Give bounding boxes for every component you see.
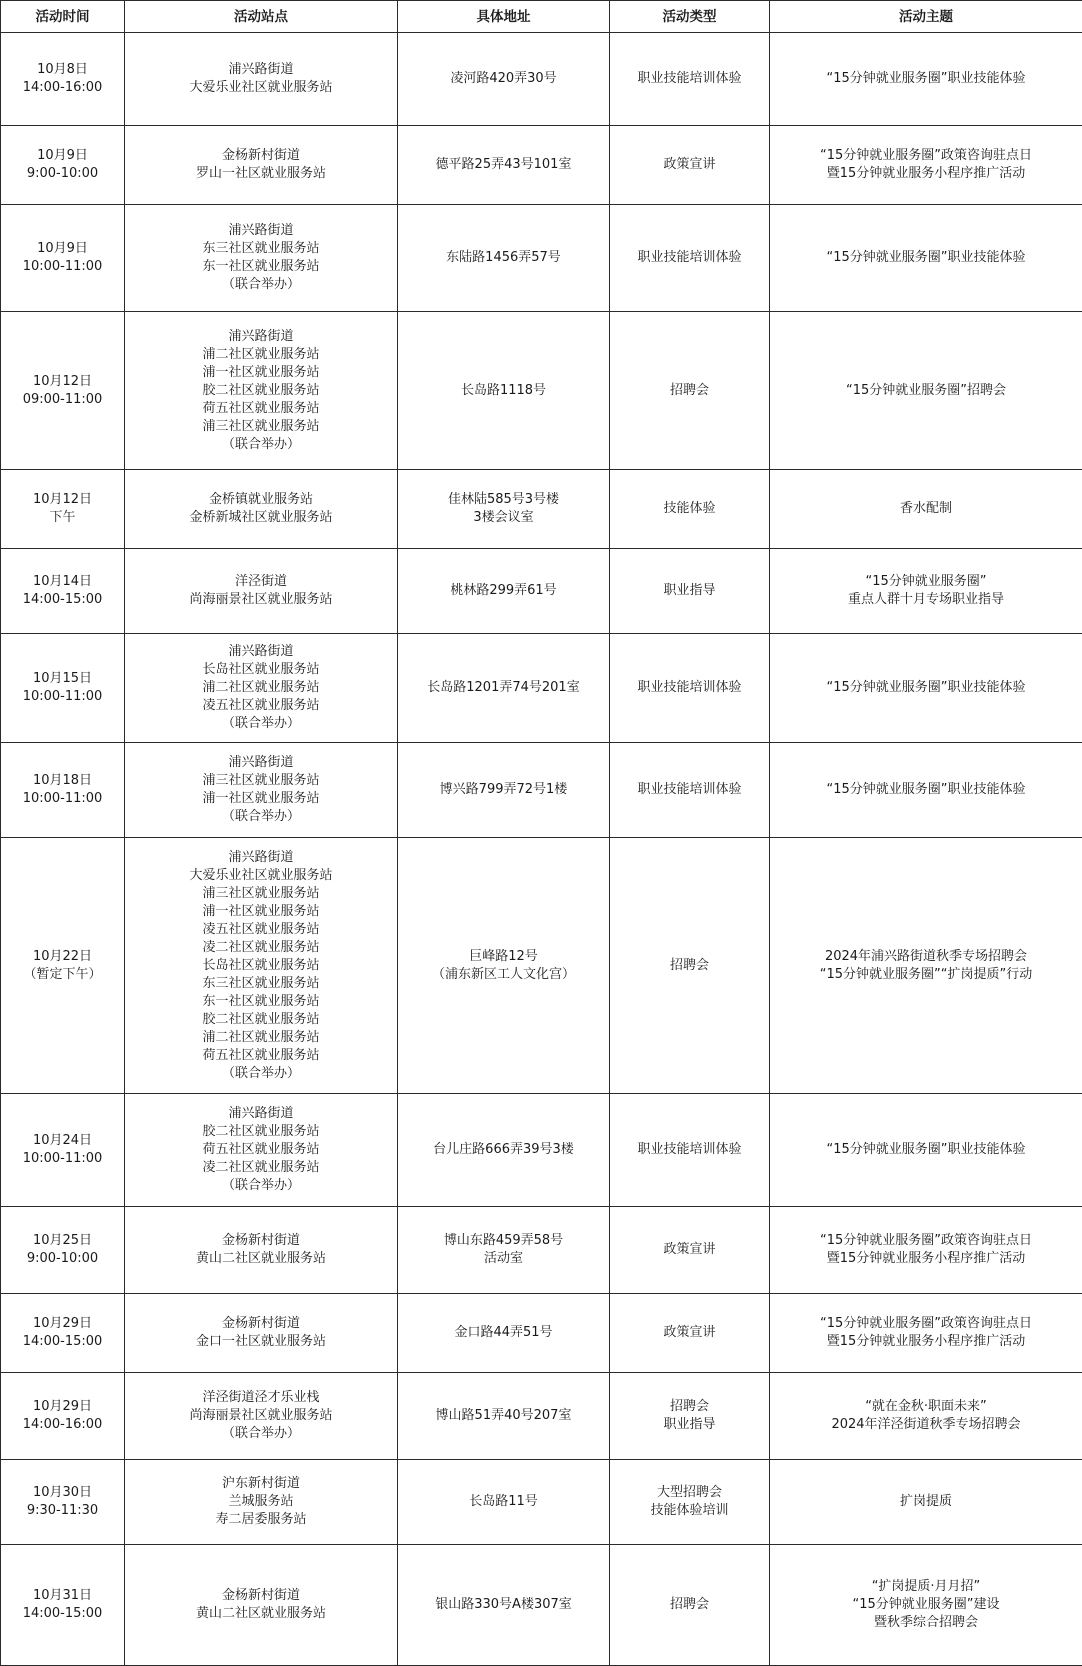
site-cell-line: 凌二社区就业服务站 (129, 939, 393, 957)
address-cell-line: 凌河路420弄30号 (402, 70, 605, 88)
site-cell-line: 金杨新村街道 (129, 147, 393, 165)
time-cell-line: 10月25日 (5, 1232, 120, 1250)
header-theme: 活动主题 (770, 1, 1082, 33)
theme-cell-line: “15分钟就业服务圈” (774, 573, 1078, 591)
type-cell-line: 招聘会 (614, 382, 765, 400)
theme-cell-line: “15分钟就业服务圈”职业技能体验 (774, 781, 1078, 799)
time-cell (1, 1294, 125, 1373)
site-cell (125, 1294, 398, 1373)
theme-cell-line: “15分钟就业服务圈”政策咨询驻点日 (774, 147, 1078, 165)
site-cell-line: 长岛社区就业服务站 (129, 957, 393, 975)
site-cell-line: 金桥镇就业服务站 (129, 491, 393, 509)
time-cell-line: 10月22日 (5, 948, 120, 966)
time-cell-line: 14:00-16:00 (5, 1416, 120, 1434)
theme-cell (770, 1373, 1082, 1460)
header-time: 活动时间 (1, 1, 125, 33)
site-cell-line: 金杨新村街道 (129, 1315, 393, 1333)
site-cell-line: 荷五社区就业服务站 (129, 1047, 393, 1065)
site-cell-line: 浦三社区就业服务站 (129, 772, 393, 790)
address-cell-line: 德平路25弄43号101室 (402, 156, 605, 174)
address-cell (398, 743, 610, 838)
theme-cell-line: “15分钟就业服务圈”政策咨询驻点日 (774, 1232, 1078, 1250)
theme-cell (770, 1094, 1082, 1207)
type-cell-line: 政策宣讲 (614, 1241, 765, 1259)
site-cell (125, 1094, 398, 1207)
time-cell-line: 14:00-15:00 (5, 591, 120, 609)
theme-cell-line: 扩岗提质 (774, 1493, 1078, 1511)
site-cell-line: 浦兴路街道 (129, 643, 393, 661)
address-cell (398, 312, 610, 470)
address-cell (398, 838, 610, 1094)
theme-cell-line: 暨15分钟就业服务小程序推广活动 (774, 165, 1078, 183)
type-cell-line: 政策宣讲 (614, 156, 765, 174)
header-site: 活动站点 (125, 1, 398, 33)
theme-cell-line: “15分钟就业服务圈”职业技能体验 (774, 70, 1078, 88)
site-cell-line: 荷五社区就业服务站 (129, 400, 393, 418)
type-cell (610, 743, 770, 838)
theme-cell (770, 743, 1082, 838)
site-cell-line: 胶二社区就业服务站 (129, 1123, 393, 1141)
site-cell-line: 寿二居委服务站 (129, 1511, 393, 1529)
type-cell-line: 大型招聘会 (614, 1484, 765, 1502)
theme-cell (770, 312, 1082, 470)
site-cell (125, 1373, 398, 1460)
theme-cell-line: “15分钟就业服务圈”政策咨询驻点日 (774, 1315, 1078, 1333)
site-cell (125, 1460, 398, 1545)
site-cell (125, 470, 398, 549)
theme-cell (770, 1294, 1082, 1373)
time-cell (1, 634, 125, 743)
time-cell (1, 1545, 125, 1666)
table-row (1, 549, 1082, 634)
theme-cell-line: “扩岗提质·月月招” (774, 1578, 1078, 1596)
address-cell-line: （浦东新区工人文化宫） (402, 966, 605, 984)
address-cell-line: 佳林陆585号3号楼 (402, 491, 605, 509)
address-cell (398, 205, 610, 312)
address-cell (398, 126, 610, 205)
site-cell-line: 胶二社区就业服务站 (129, 1011, 393, 1029)
theme-cell (770, 1460, 1082, 1545)
table-row (1, 1545, 1082, 1666)
site-cell-line: 尚海丽景社区就业服务站 (129, 1407, 393, 1425)
site-cell-line: 浦一社区就业服务站 (129, 903, 393, 921)
time-cell-line: 9:00-10:00 (5, 165, 120, 183)
time-cell-line: 10月29日 (5, 1315, 120, 1333)
address-cell (398, 1094, 610, 1207)
time-cell-line: 10月12日 (5, 373, 120, 391)
time-cell (1, 549, 125, 634)
type-cell-line: 招聘会 (614, 1398, 765, 1416)
site-cell-line: （联合举办） (129, 715, 393, 733)
theme-cell (770, 1545, 1082, 1666)
theme-cell-line: 2024年洋泾街道秋季专场招聘会 (774, 1416, 1078, 1434)
site-cell-line: 长岛社区就业服务站 (129, 661, 393, 679)
site-cell-line: 浦兴路街道 (129, 61, 393, 79)
time-cell-line: 10月9日 (5, 240, 120, 258)
header-type: 活动类型 (610, 1, 770, 33)
address-cell-line: 东陆路1456弄57号 (402, 249, 605, 267)
theme-cell-line: 暨15分钟就业服务小程序推广活动 (774, 1250, 1078, 1268)
type-cell-line: 政策宣讲 (614, 1324, 765, 1342)
site-cell-line: （联合举办） (129, 1177, 393, 1195)
site-cell-line: （联合举办） (129, 276, 393, 294)
table-row (1, 838, 1082, 1094)
table-row (1, 1373, 1082, 1460)
type-cell (610, 470, 770, 549)
time-cell-line: 10月30日 (5, 1484, 120, 1502)
time-cell (1, 1207, 125, 1294)
site-cell-line: 东三社区就业服务站 (129, 975, 393, 993)
theme-cell (770, 33, 1082, 126)
site-cell-line: 凌二社区就业服务站 (129, 1159, 393, 1177)
site-cell-line: 兰城服务站 (129, 1493, 393, 1511)
site-cell-line: 洋泾街道 (129, 573, 393, 591)
site-cell (125, 126, 398, 205)
address-cell-line: 博山路51弄40号207室 (402, 1407, 605, 1425)
theme-cell-line: “15分钟就业服务圈”职业技能体验 (774, 1141, 1078, 1159)
header-row (1, 1, 1082, 33)
type-cell (610, 312, 770, 470)
site-cell-line: 金杨新村街道 (129, 1232, 393, 1250)
time-cell-line: 10:00-11:00 (5, 1150, 120, 1168)
type-cell-line: 职业技能培训体验 (614, 249, 765, 267)
time-cell (1, 312, 125, 470)
theme-cell (770, 126, 1082, 205)
site-cell-line: 凌五社区就业服务站 (129, 921, 393, 939)
time-cell-line: 10:00-11:00 (5, 688, 120, 706)
type-cell (610, 1545, 770, 1666)
site-cell-line: 浦兴路街道 (129, 754, 393, 772)
type-cell (610, 1294, 770, 1373)
time-cell (1, 33, 125, 126)
time-cell-line: 10月18日 (5, 772, 120, 790)
site-cell-line: 荷五社区就业服务站 (129, 1141, 393, 1159)
time-cell (1, 470, 125, 549)
time-cell (1, 1460, 125, 1545)
theme-cell-line: 暨15分钟就业服务小程序推广活动 (774, 1333, 1078, 1351)
time-cell-line: 10月24日 (5, 1132, 120, 1150)
site-cell-line: 浦兴路街道 (129, 328, 393, 346)
address-cell-line: 银山路330号A楼307室 (402, 1596, 605, 1614)
site-cell-line: 凌五社区就业服务站 (129, 697, 393, 715)
table-row (1, 126, 1082, 205)
site-cell (125, 634, 398, 743)
type-cell-line: 技能体验 (614, 500, 765, 518)
type-cell (610, 1207, 770, 1294)
time-cell-line: 10月12日 (5, 491, 120, 509)
address-cell-line: 博山东路459弄58号 (402, 1232, 605, 1250)
site-cell-line: 浦三社区就业服务站 (129, 885, 393, 903)
table-row (1, 743, 1082, 838)
site-cell-line: （联合举办） (129, 808, 393, 826)
theme-cell (770, 549, 1082, 634)
address-cell (398, 1207, 610, 1294)
site-cell-line: （联合举办） (129, 436, 393, 454)
time-cell (1, 1094, 125, 1207)
theme-cell-line: 重点人群十月专场职业指导 (774, 591, 1078, 609)
type-cell (610, 1094, 770, 1207)
time-cell-line: 10:00-11:00 (5, 258, 120, 276)
type-cell-line: 职业指导 (614, 1416, 765, 1434)
address-cell (398, 1373, 610, 1460)
address-cell-line: 活动室 (402, 1250, 605, 1268)
site-cell (125, 743, 398, 838)
type-cell-line: 招聘会 (614, 957, 765, 975)
type-cell-line: 职业技能培训体验 (614, 781, 765, 799)
table-body (1, 33, 1082, 1666)
type-cell-line: 职业技能培训体验 (614, 70, 765, 88)
site-cell-line: 沪东新村街道 (129, 1475, 393, 1493)
type-cell (610, 33, 770, 126)
table-row (1, 1460, 1082, 1545)
time-cell-line: 10:00-11:00 (5, 790, 120, 808)
time-cell-line: 09:00-11:00 (5, 391, 120, 409)
address-cell-line: 博兴路799弄72号1楼 (402, 781, 605, 799)
table-row (1, 1294, 1082, 1373)
theme-cell-line: “就在金秋·职面未来” (774, 1398, 1078, 1416)
time-cell-line: 14:00-15:00 (5, 1333, 120, 1351)
time-cell (1, 126, 125, 205)
table-row (1, 1094, 1082, 1207)
type-cell-line: 职业技能培训体验 (614, 679, 765, 697)
theme-cell (770, 470, 1082, 549)
address-cell (398, 634, 610, 743)
site-cell-line: 浦兴路街道 (129, 1105, 393, 1123)
table-row (1, 470, 1082, 549)
site-cell-line: 浦一社区就业服务站 (129, 364, 393, 382)
site-cell-line: 浦二社区就业服务站 (129, 346, 393, 364)
site-cell-line: 大爱乐业社区就业服务站 (129, 867, 393, 885)
theme-cell (770, 634, 1082, 743)
time-cell (1, 743, 125, 838)
site-cell-line: 金桥新城社区就业服务站 (129, 509, 393, 527)
site-cell-line: 罗山一社区就业服务站 (129, 165, 393, 183)
address-cell-line: 巨峰路12号 (402, 948, 605, 966)
type-cell (610, 838, 770, 1094)
table-row (1, 312, 1082, 470)
time-cell (1, 1373, 125, 1460)
type-cell-line: 职业技能培训体验 (614, 1141, 765, 1159)
time-cell-line: 10月9日 (5, 147, 120, 165)
address-cell-line: 金口路44弄51号 (402, 1324, 605, 1342)
address-cell (398, 549, 610, 634)
address-cell (398, 1294, 610, 1373)
time-cell-line: 10月14日 (5, 573, 120, 591)
site-cell (125, 205, 398, 312)
time-cell-line: 9:00-10:00 (5, 1250, 120, 1268)
theme-cell-line: “15分钟就业服务圈”建设 (774, 1596, 1078, 1614)
time-cell-line: 14:00-16:00 (5, 79, 120, 97)
site-cell-line: 胶二社区就业服务站 (129, 382, 393, 400)
time-cell-line: 下午 (5, 509, 120, 527)
site-cell-line: 洋泾街道泾才乐业栈 (129, 1389, 393, 1407)
site-cell-line: 东一社区就业服务站 (129, 993, 393, 1011)
type-cell-line: 招聘会 (614, 1596, 765, 1614)
address-cell (398, 1460, 610, 1545)
time-cell-line: 14:00-15:00 (5, 1605, 120, 1623)
time-cell-line: 10月29日 (5, 1398, 120, 1416)
theme-cell-line: “15分钟就业服务圈”职业技能体验 (774, 249, 1078, 267)
site-cell (125, 1545, 398, 1666)
type-cell (610, 634, 770, 743)
site-cell (125, 33, 398, 126)
type-cell (610, 1373, 770, 1460)
site-cell-line: 浦三社区就业服务站 (129, 418, 393, 436)
theme-cell-line: “15分钟就业服务圈”招聘会 (774, 382, 1078, 400)
theme-cell-line: “15分钟就业服务圈”“扩岗提质”行动 (774, 966, 1078, 984)
address-cell (398, 470, 610, 549)
site-cell (125, 312, 398, 470)
theme-cell-line: “15分钟就业服务圈”职业技能体验 (774, 679, 1078, 697)
site-cell-line: 浦二社区就业服务站 (129, 1029, 393, 1047)
type-cell (610, 1460, 770, 1545)
time-cell-line: （暂定下午） (5, 966, 120, 984)
site-cell (125, 549, 398, 634)
site-cell-line: 浦兴路街道 (129, 222, 393, 240)
type-cell (610, 549, 770, 634)
table-row (1, 205, 1082, 312)
site-cell (125, 838, 398, 1094)
type-cell (610, 126, 770, 205)
site-cell-line: 浦兴路街道 (129, 849, 393, 867)
header-address: 具体地址 (398, 1, 610, 33)
type-cell-line: 职业指导 (614, 582, 765, 600)
time-cell (1, 838, 125, 1094)
time-cell-line: 10月8日 (5, 61, 120, 79)
site-cell-line: 黄山二社区就业服务站 (129, 1250, 393, 1268)
site-cell-line: 金杨新村街道 (129, 1587, 393, 1605)
time-cell-line: 10月15日 (5, 670, 120, 688)
address-cell (398, 1545, 610, 1666)
table-row (1, 1207, 1082, 1294)
site-cell-line: 金口一社区就业服务站 (129, 1333, 393, 1351)
type-cell-line: 技能体验培训 (614, 1502, 765, 1520)
address-cell-line: 台儿庄路666弄39号3楼 (402, 1141, 605, 1159)
theme-cell-line: 暨秋季综合招聘会 (774, 1614, 1078, 1632)
theme-cell-line: 2024年浦兴路街道秋季专场招聘会 (774, 948, 1078, 966)
address-cell-line: 长岛路1201弄74号201室 (402, 679, 605, 697)
address-cell (398, 33, 610, 126)
time-cell-line: 10月31日 (5, 1587, 120, 1605)
site-cell-line: 浦一社区就业服务站 (129, 790, 393, 808)
theme-cell (770, 205, 1082, 312)
site-cell (125, 1207, 398, 1294)
theme-cell (770, 838, 1082, 1094)
address-cell-line: 3楼会议室 (402, 509, 605, 527)
theme-cell (770, 1207, 1082, 1294)
table-row (1, 634, 1082, 743)
site-cell-line: 尚海丽景社区就业服务站 (129, 591, 393, 609)
address-cell-line: 长岛路1118号 (402, 382, 605, 400)
site-cell-line: （联合举办） (129, 1425, 393, 1443)
site-cell-line: （联合举办） (129, 1065, 393, 1083)
site-cell-line: 东一社区就业服务站 (129, 258, 393, 276)
table-row (1, 33, 1082, 126)
time-cell-line: 9:30-11:30 (5, 1502, 120, 1520)
type-cell (610, 205, 770, 312)
theme-cell-line: 香水配制 (774, 500, 1078, 518)
site-cell-line: 东三社区就业服务站 (129, 240, 393, 258)
site-cell-line: 浦二社区就业服务站 (129, 679, 393, 697)
time-cell (1, 205, 125, 312)
site-cell-line: 黄山二社区就业服务站 (129, 1605, 393, 1623)
site-cell-line: 大爱乐业社区就业服务站 (129, 79, 393, 97)
address-cell-line: 桃林路299弄61号 (402, 582, 605, 600)
address-cell-line: 长岛路11号 (402, 1493, 605, 1511)
